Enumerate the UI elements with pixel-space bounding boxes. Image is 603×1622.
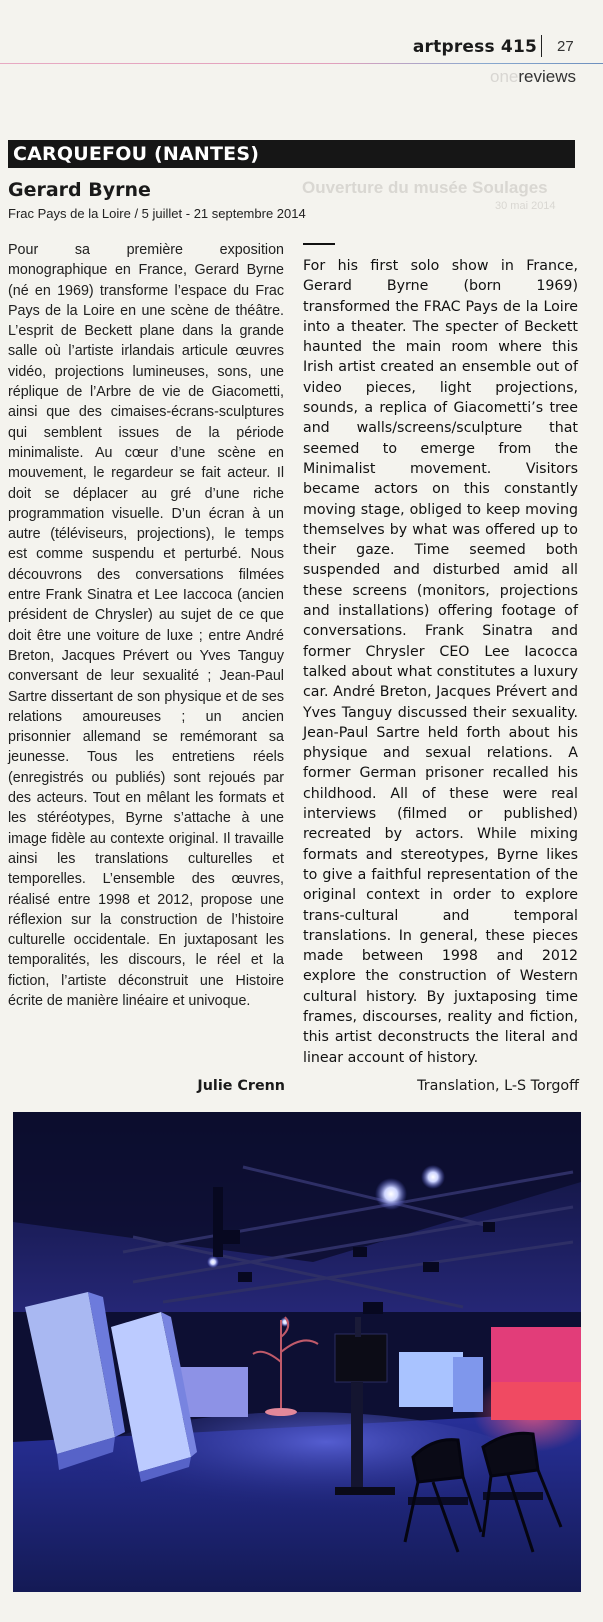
header-rule <box>0 63 603 64</box>
location-banner: CARQUEFOU (NANTES) <box>8 140 575 168</box>
page-number: 27 <box>557 38 574 55</box>
french-review-text: Pour sa première exposition monographique en France, Gerard Byrne (né en 1969) transforme l’espace du Frac Pays de la Loire en une scène de théâtre. L’esprit de Beckett plane dans la grande salle où l’artiste irlandais articule œuvres vidéo, projections lumineuses, sons, une réplique de l’Arbre de vie de Giacometti, ainsi que des cimaises-écrans-sculptures qui semblent issues de la période minimaliste. Au cœur d’une scène en mouvement, le regardeur se fait acteur. Il doit se déplacer au gré d’une riche programmation visuelle. D’un écran à un autre (téléviseurs, projections), le temps est comme suspendu et perturbé. Nous découvrons des conversations filmées entre Frank Sinatra et Lee Iaccoca (ancien président de Chrysler) au sujet de ce que doit être une voiture de luxe ; entre André Breton, Jacques Prévert ou Yves Tanguy conversant de leur sexualité ; Jean-Paul Sartre dissertant de son physique et de ses relations amoureuses ; un ancien prisonnier allemand se remémorant sa jeunesse. Tous les entretiens réels (enregistrés ou publiés) sont rejoués par des acteurs. Tout en mêlant les formats et les stéréotypes, Byrne s’attache à une image fidèle au contexte original. Il travaille ainsi les translations culturelles et temporelles. L’ensemble des œuvres, réalisé entre 1998 et 2012, propose une réflexion sur la construction de l’histoire culturelle occidentale. En juxtaposant les temporalités, les discours, le réel et la fiction, l’artiste déconstruit une Histoire écrite de manière linéaire et univoque. <box>8 242 284 1009</box>
english-review-text: For his first solo show in France, Gerard Byrne (born 1969) transformed the FRAC Pays de la Loire into a theater. The specter of Beckett haunted the main room where this Irish artist created an ensemble out of video pieces, light projections, sounds, a replica of Giacometti’s tree and walls/screens/sculpture that seemed to emerge from the Minimalist movement. Visitors became actors on this constantly moving stage, obliged to keep moving themselves by what was offered up to their gaze. Time seemed both suspended and disturbed amid all these screens (monitors, projections and installations) offering footage of conversations. Frank Sinatra and former Chrysler CEO Lee Iacocca talked about what constitutes a luxury car. André Breton, Jacques Prévert and Yves Tanguy discussed their sexuality. Jean-Paul Sartre held forth about his physique and sexual relations. A former German prisoner recalled his childhood. All of these were real interviews (filmed or published) recreated by actors. While mixing formats and stereotypes, Byrne likes to give a faithful representation of the original context in order to explore trans-cultural and temporal translations. In general, these pieces made between 1998 and 2012 explore the construction of Western cultural history. By juxtaposing time frames, discourses, reality and fiction, this artist deconstructs the literal and linear account of history. <box>303 258 578 1066</box>
translation-dash <box>303 243 335 245</box>
section-ghost: one <box>490 67 519 86</box>
translation-credit: Translation, L-S Torgoff <box>417 1078 579 1094</box>
bleed-through-title: Ouverture du musée Soulages <box>302 178 548 197</box>
artist-name: Gerard Byrne <box>8 179 151 201</box>
installation-photo <box>13 1112 581 1592</box>
section-label <box>490 67 576 87</box>
installation-photo-drawing <box>13 1112 581 1592</box>
magazine-title: artpress 415 <box>412 37 537 57</box>
header-divider <box>541 35 542 57</box>
venue-dates: Frac Pays de la Loire / 5 juillet - 21 septembre 2014 <box>8 206 306 221</box>
section-name: reviews <box>518 67 576 86</box>
bleed-through-date: 30 mai 2014 <box>495 200 556 212</box>
author-byline: Julie Crenn <box>197 1078 285 1094</box>
